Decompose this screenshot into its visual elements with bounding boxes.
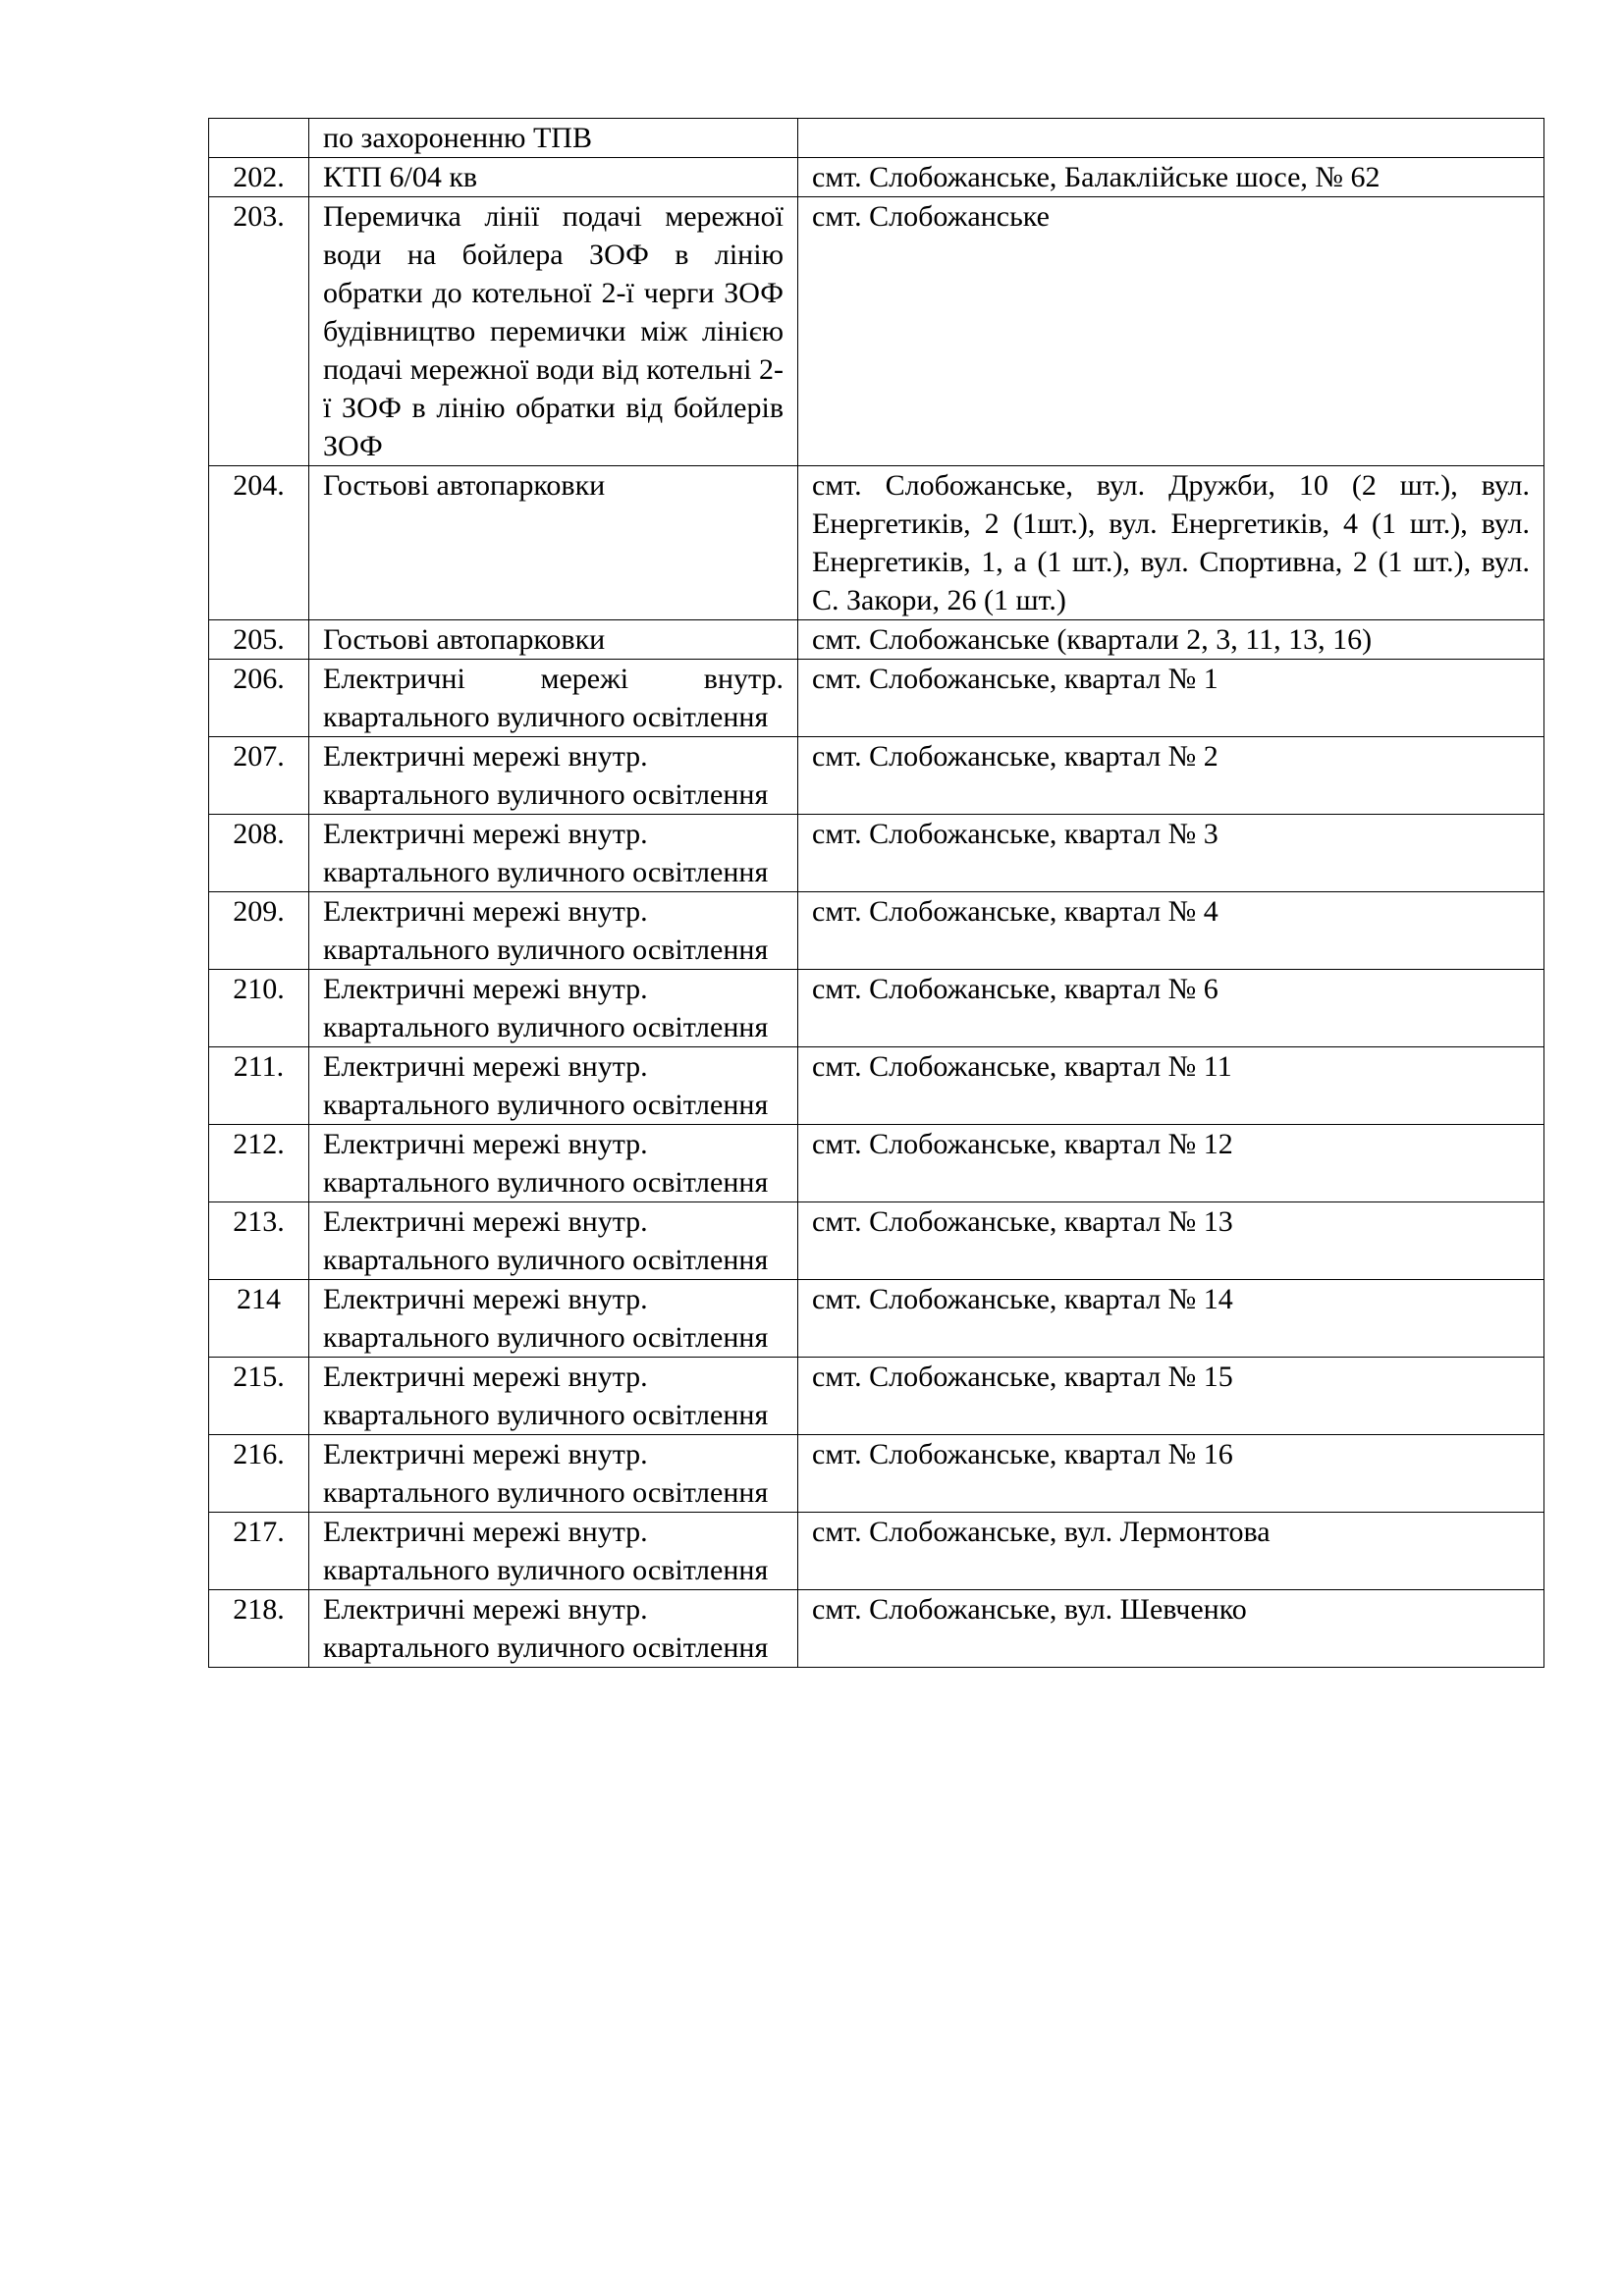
row-number: 214 (209, 1280, 309, 1358)
object-address: смт. Слобожанське, квартал № 12 (798, 1125, 1544, 1202)
objects-table (208, 118, 1544, 1668)
object-address: смт. Слобожанське, квартал № 4 (798, 892, 1544, 970)
row-number (209, 119, 309, 158)
object-address: смт. Слобожанське (квартали 2, 3, 11, 13, 16) (798, 620, 1544, 660)
table-row (209, 892, 1544, 970)
object-address: смт. Слобожанське, квартал № 13 (798, 1202, 1544, 1280)
table-row (209, 970, 1544, 1047)
table-row (209, 1202, 1544, 1280)
object-name: Електричні мережі внутр. квартального вуличного освітлення (309, 970, 798, 1047)
table-row (209, 1590, 1544, 1668)
object-name: Електричні мережі внутр. квартального вуличного освітлення (309, 1590, 798, 1668)
object-address: смт. Слобожанське, квартал № 6 (798, 970, 1544, 1047)
object-name: Електричні мережі внутр. квартального вуличного освітлення (309, 1435, 798, 1513)
row-number: 209. (209, 892, 309, 970)
object-name: Електричні мережі внутр. квартального вуличного освітлення (309, 1513, 798, 1590)
object-name: Електричні мережі внутр. квартального вуличного освітлення (309, 1280, 798, 1358)
object-name: Електричні мережі внутр. квартального вуличного освітлення (309, 1358, 798, 1435)
table-row (209, 1047, 1544, 1125)
row-number: 213. (209, 1202, 309, 1280)
table-row (209, 158, 1544, 197)
table-row (209, 737, 1544, 815)
row-number: 217. (209, 1513, 309, 1590)
table-row (209, 620, 1544, 660)
table-row (209, 1280, 1544, 1358)
object-name: КТП 6/04 кв (309, 158, 798, 197)
table-row (209, 815, 1544, 892)
object-address (798, 119, 1544, 158)
object-address: смт. Слобожанське, квартал № 1 (798, 660, 1544, 737)
object-name: Електричні мережі внутр. квартального вуличного освітлення (309, 815, 798, 892)
object-address: смт. Слобожанське, вул. Шевченко (798, 1590, 1544, 1668)
row-number: 207. (209, 737, 309, 815)
object-address: смт. Слобожанське, квартал № 2 (798, 737, 1544, 815)
table-row (209, 466, 1544, 620)
object-name: Електричні мережі внутр. квартального вуличного освітлення (309, 892, 798, 970)
object-name: Перемичка лінії подачі мережної води на бойлера ЗОФ в лінію обратки до котельної 2-ї черги ЗОФ будівництво перемички між лінією подачі мережної води від котельні 2-ї ЗОФ в лінію обратки від бойлерів ЗОФ (309, 197, 798, 466)
object-name: Гостьові автопарковки (309, 466, 798, 620)
object-name: Електричні мережі внутр. квартального вуличного освітлення (309, 1202, 798, 1280)
object-name: по захороненню ТПВ (309, 119, 798, 158)
object-name: Електричні мережі внутр. квартального вуличного освітлення (309, 1125, 798, 1202)
object-address: смт. Слобожанське, квартал № 15 (798, 1358, 1544, 1435)
object-name: Електричні мережі внутр. квартального вуличного освітлення (309, 737, 798, 815)
row-number: 218. (209, 1590, 309, 1668)
row-number: 206. (209, 660, 309, 737)
table-row (209, 1513, 1544, 1590)
object-address: смт. Слобожанське (798, 197, 1544, 466)
object-address: смт. Слобожанське, квартал № 16 (798, 1435, 1544, 1513)
row-number: 210. (209, 970, 309, 1047)
object-address: смт. Слобожанське, квартал № 3 (798, 815, 1544, 892)
object-address: смт. Слобожанське, Балаклійське шосе, № 62 (798, 158, 1544, 197)
object-address: смт. Слобожанське, квартал № 11 (798, 1047, 1544, 1125)
table-row (209, 1125, 1544, 1202)
table-row (209, 119, 1544, 158)
row-number: 204. (209, 466, 309, 620)
object-address: смт. Слобожанське, вул. Лермонтова (798, 1513, 1544, 1590)
row-number: 212. (209, 1125, 309, 1202)
row-number: 208. (209, 815, 309, 892)
object-name: Електричні мережі внутр. квартального вуличного освітлення (309, 1047, 798, 1125)
table-row (209, 660, 1544, 737)
object-name: Гостьові автопарковки (309, 620, 798, 660)
object-address: смт. Слобожанське, вул. Дружби, 10 (2 шт.), вул. Енергетиків, 2 (1шт.), вул. Енергетиків, 4 (1 шт.), вул. Енергетиків, 1, а (1 шт.), вул. Спортивна, 2 (1 шт.), вул. С. Закори, 26 (1 шт.) (798, 466, 1544, 620)
table-row (209, 1358, 1544, 1435)
table-row (209, 1435, 1544, 1513)
row-number: 216. (209, 1435, 309, 1513)
object-name: Електричні мережі внутр. квартального вуличного освітлення (309, 660, 798, 737)
row-number: 211. (209, 1047, 309, 1125)
row-number: 202. (209, 158, 309, 197)
object-address: смт. Слобожанське, квартал № 14 (798, 1280, 1544, 1358)
table-row (209, 197, 1544, 466)
row-number: 203. (209, 197, 309, 466)
row-number: 215. (209, 1358, 309, 1435)
row-number: 205. (209, 620, 309, 660)
